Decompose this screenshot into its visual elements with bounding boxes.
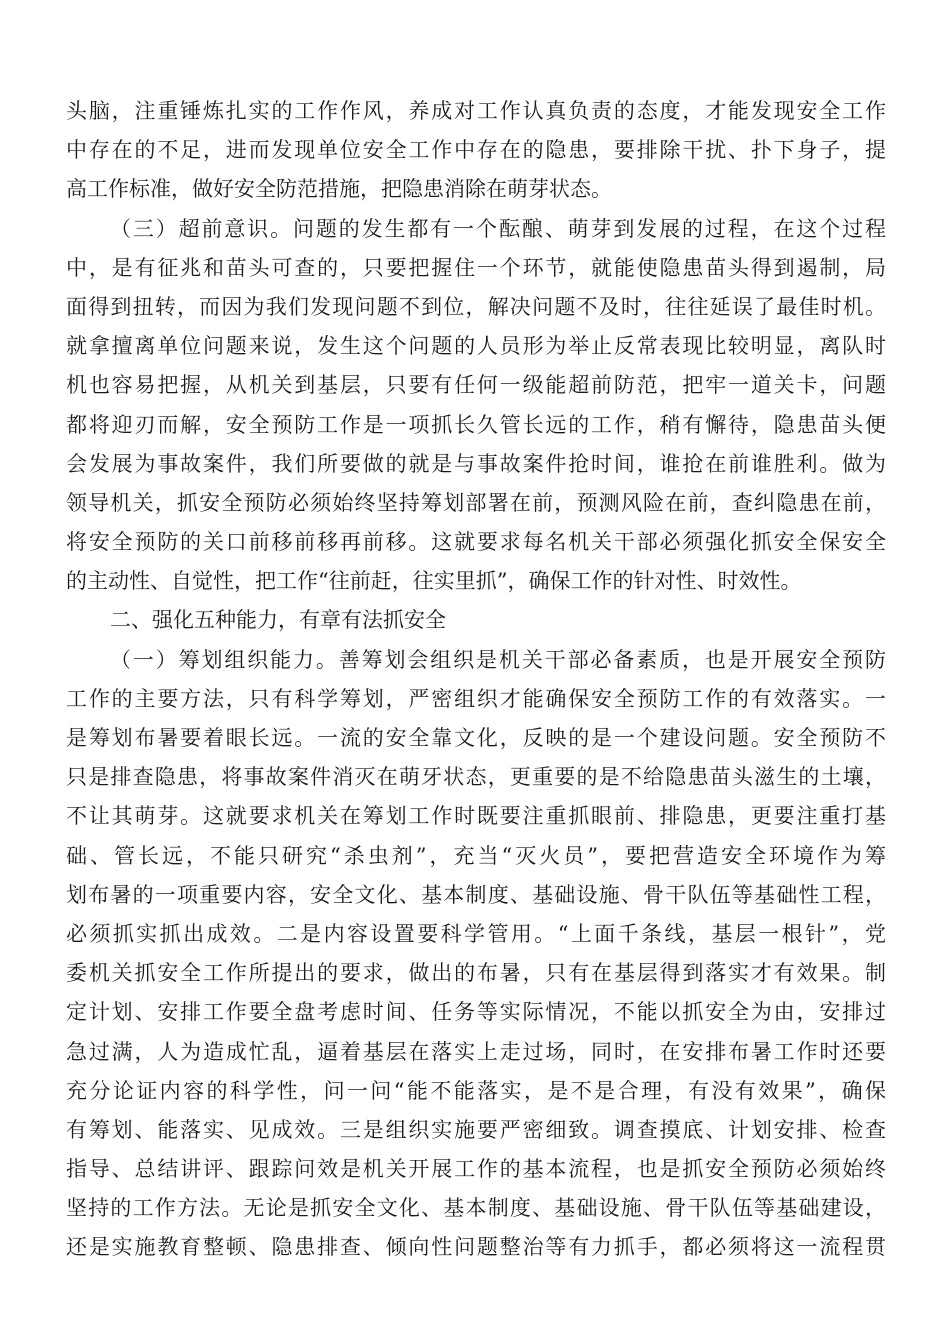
- text-line: 指导、总结讲评、跟踪问效是机关开展工作的基本流程，也是抓安全预防必须始终: [66, 1157, 886, 1182]
- text-line: 头脑，注重锤炼扎实的工作作风，养成对工作认真负责的态度，才能发现安全工作: [66, 99, 886, 123]
- document-body: [66, 92, 886, 1268]
- text-line: 都将迎刃而解，安全预防工作是一项抓长久管长远的工作，稍有懈待，隐患苗头便: [66, 412, 886, 437]
- text-line: 定计划、安排工作要全盘考虑时间、任务等实际情况，不能以抓安全为由，安排过: [66, 1000, 886, 1025]
- text-line: 充分论证内容的科学性，问一问“能不能落实，是不是合理，有没有效果”，确保: [66, 1078, 886, 1103]
- text-line: 委机关抓安全工作所提出的要求，做出的布暑，只有在基层得到落实才有效果。制: [66, 961, 886, 986]
- text-line: 工作的主要方法，只有科学筹划，严密组织才能确保安全预防工作的有效落实。一: [66, 686, 886, 711]
- text-line: 有筹划、能落实、见成效。三是组织实施要严密细致。调查摸底、计划安排、检查: [66, 1117, 886, 1142]
- text-line: 是筹划布暑要着眼长远。一流的安全靠文化，反映的是一个建设问题。安全预防不: [66, 726, 886, 750]
- text-line: 就拿擅离单位问题来说，发生这个问题的人员形为举止反常表现比较明显，离队时: [66, 334, 886, 359]
- text-line: 必须抓实抓出成效。二是内容设置要科学管用。“上面千条线，基层一根针”，党: [66, 921, 886, 946]
- text-line: 将安全预防的关口前移前移再前移。这就要求每名机关干部必须强化抓安全保安全: [66, 530, 886, 555]
- text-line: 二、强化五种能力，有章有法抓安全: [110, 608, 446, 633]
- text-line: 领导机关，抓安全预防必须始终坚持筹划部署在前，预测风险在前，查纠隐患在前，: [66, 490, 886, 515]
- text-line: 划布暑的一项重要内容，安全文化、基本制度、基础设施、骨干队伍等基础性工程，: [66, 882, 886, 907]
- text-line: 坚持的工作方法。无论是抓安全文化、基本制度、基础设施、骨干队伍等基础建设，: [66, 1196, 886, 1221]
- text-line: 急过满，人为造成忙乱，逼着基层在落实上走过场，同时，在安排布暑工作时还要: [66, 1039, 886, 1064]
- text-line: 中存在的不足，进而发现单位安全工作中存在的隐患，要排除干扰、扑下身子，提: [66, 138, 886, 163]
- text-line: （一）筹划组织能力。善筹划会组织是机关干部必备素质，也是开展安全预防: [110, 647, 886, 672]
- text-line: 础、管长远，不能只研究“杀虫剂”，充当“灭火员”，要把营造安全环境作为筹: [66, 843, 886, 868]
- text-line: （三）超前意识。问题的发生都有一个酝酿、萌芽到发展的过程，在这个过程: [110, 216, 886, 241]
- text-line: 中，是有征兆和苗头可查的，只要把握住一个环节，就能使隐患苗头得到遏制，局: [66, 255, 886, 280]
- text-line: 面得到扭转，而因为我们发现问题不到位，解决问题不及时，往往延误了最佳时机。: [66, 294, 886, 319]
- text-line: 高工作标准，做好安全防范措施，把隐患消除在萌芽状态。: [66, 177, 612, 202]
- text-line: 的主动性、自觉性，把工作“往前赶，往实里抓”，确保工作的针对性、时效性。: [66, 569, 802, 594]
- text-line: 只是排查隐患，将事故案件消灭在萌牙状态，更重要的是不给隐患苗头滋生的土壤，: [66, 765, 886, 790]
- text-line: 不让其萌芽。这就要求机关在筹划工作时既要注重抓眼前、排隐患，更要注重打基: [66, 804, 886, 829]
- text-line: 还是实施教育整顿、隐患排查、倾向性问题整治等有力抓手，都必须将这一流程贯: [66, 1235, 886, 1260]
- text-line: 机也容易把握，从机关到基层，只要有任何一级能超前防范，把牢一道关卡，问题: [66, 373, 886, 398]
- text-line: 会发展为事故案件，我们所要做的就是与事故案件抢时间，谁抢在前谁胜利。做为: [66, 451, 886, 476]
